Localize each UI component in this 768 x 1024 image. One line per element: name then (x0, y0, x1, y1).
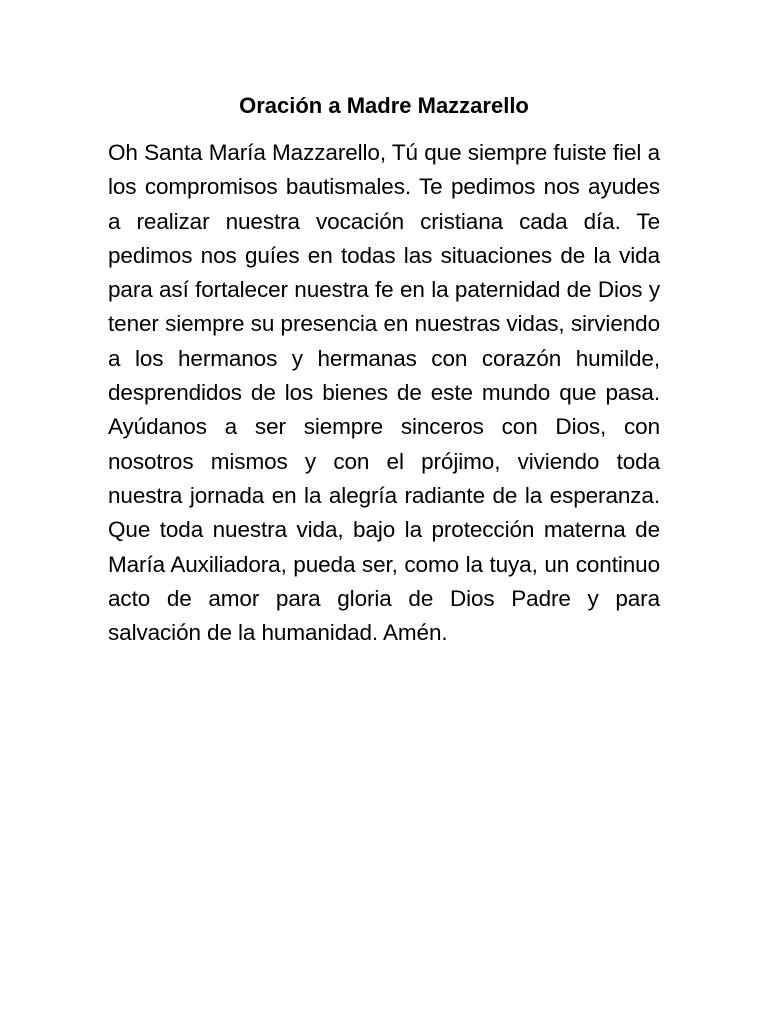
prayer-body: Oh Santa María Mazzarello, Tú que siempre fuiste fiel a los compromisos bautismales. Te pedimos nos ayudes a realizar nuestra vocación cristiana cada día. Te pedimos nos guíes en todas las situaciones de la vida para así fortalecer nuestra fe en la paternidad de Dios y tener siempre su presencia en nuestras vidas, sirviendo a los hermanos y hermanas con corazón humilde, desprendidos de los bienes de este mundo que pasa. Ayúdanos a ser siempre sinceros con Dios, con nosotros mismos y con el prójimo, viviendo toda nuestra jornada en la alegría radiante de la esperanza. Que toda nuestra vida, bajo la protección materna de María Auxiliadora, pueda ser, como la tuya, un continuo acto de amor para gloria de Dios Padre y para salvación de la humanidad. Amén. (108, 140, 660, 646)
prayer-title: Oración a Madre Mazzarello (239, 93, 529, 118)
